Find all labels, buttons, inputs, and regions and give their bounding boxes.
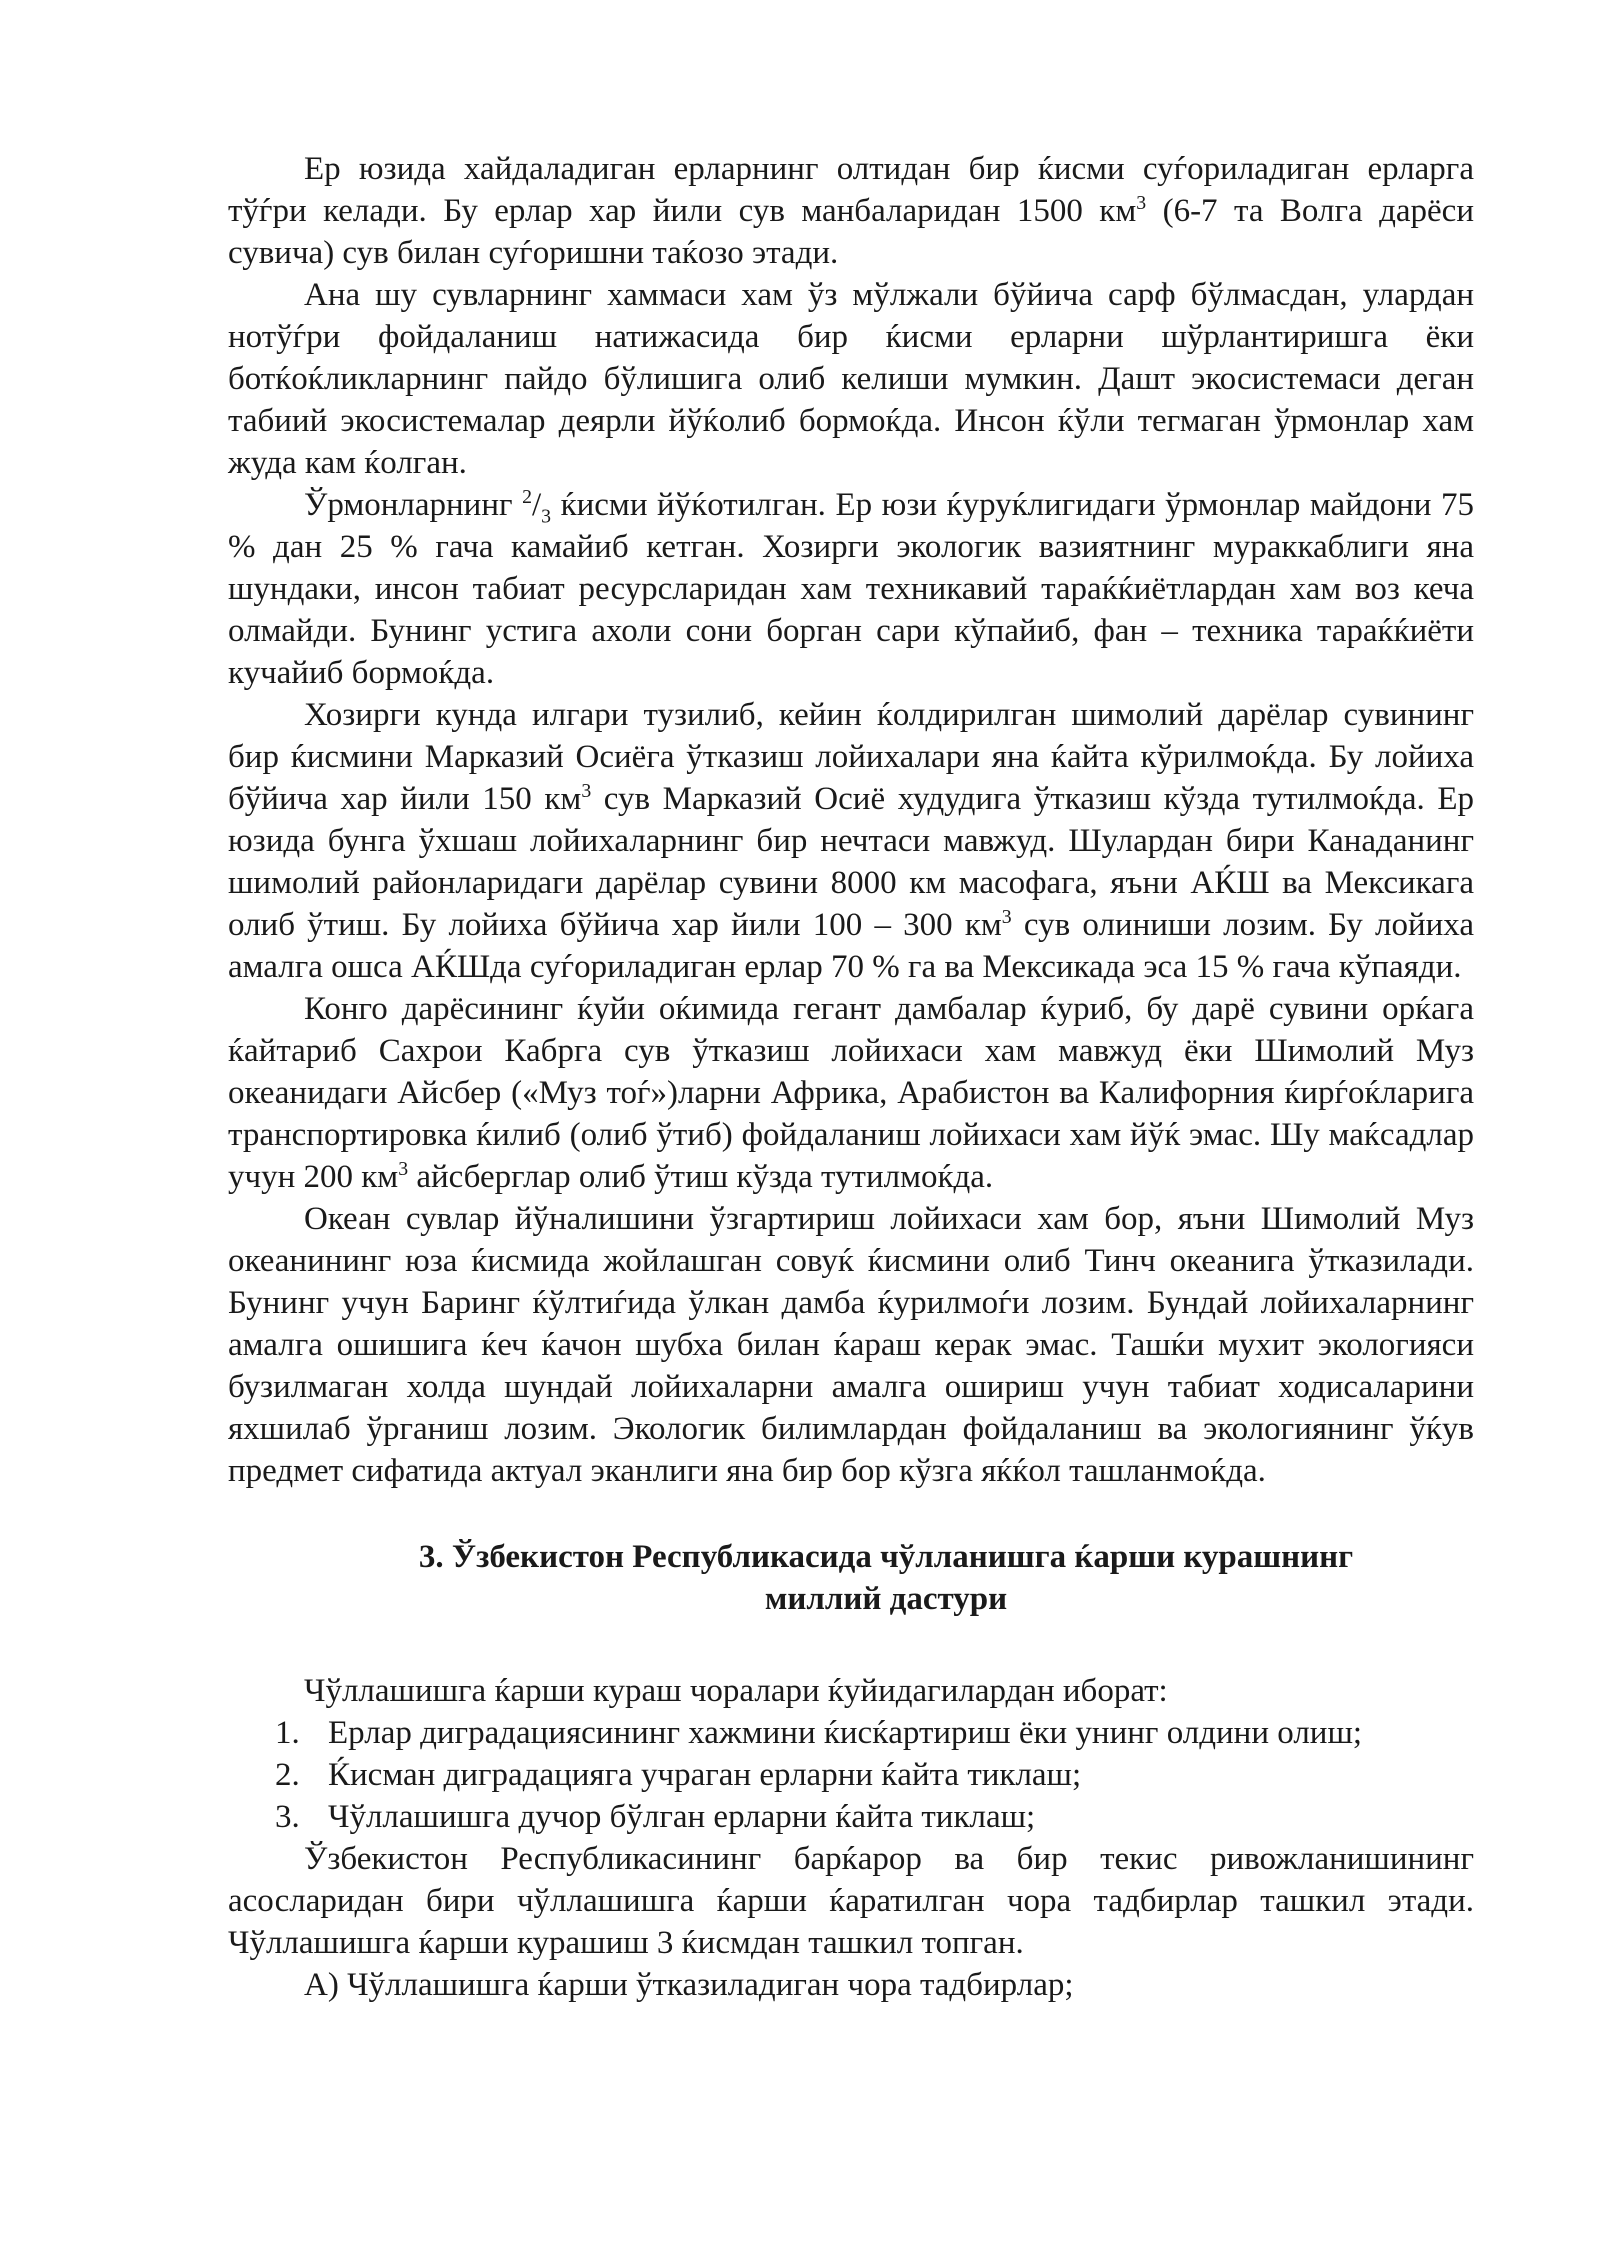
list-item-text: Чўллашишга дучор бўлган ерларни ќайта тиклаш; <box>328 1799 1036 1835</box>
superscript: 3 <box>581 780 592 802</box>
text-run: Ўрмонларнинг <box>304 487 523 523</box>
text-run: Ўзбекистон Республикасининг барќарор ва бир текис ривожланишининг асосларидан бири чўллашишга ќарши ќаратилган чора тадбирлар ташкил этади. Чўллашишга ќарши курашиш 3 ќисмдан ташкил топган. <box>228 1841 1474 1961</box>
document-page <box>228 148 1474 2006</box>
list-number: 3. <box>275 1799 300 1835</box>
superscript: 3 <box>1001 906 1012 928</box>
paragraph-ocean-currents <box>228 1198 1474 1492</box>
superscript: 2 <box>522 486 532 508</box>
text-run: / <box>531 487 542 523</box>
subscript: 3 <box>541 505 552 528</box>
text-run: Океан сувлар йўналишини ўзгартириш лойихаси хам бор, яъни Шимолий Муз океанининг юза ќисмида жойлашган совуќ ќисмини олиб Тинч океанига ўтказилади. Бунинг учун Баринг ќўлтиѓида ўлкан дамба ќурилмоѓи лозим. Бундай лойихаларнинг амалга ошишига ќеч ќачон шубха билан ќараш керак эмас. Ташќи мухит экологияси бузилмаган холда шундай лойихаларни амалга ошириш учун табиат ходисаларини яхшилаб ўрганиш лозим. Экологик билимлардан фойдаланиш ва экологиянинг ўќув предмет сифатида актуал эканлиги яна бир бор кўзга яќќол ташланмоќда. <box>228 1201 1474 1489</box>
list-item <box>228 1712 1474 1754</box>
superscript: 3 <box>398 1158 409 1180</box>
list-item <box>228 1754 1474 1796</box>
paragraph-measures-a <box>228 1964 1474 2006</box>
list-item-text: Ерлар диградациясининг хажмини ќисќартириш ёки унинг олдини олиш; <box>328 1715 1363 1751</box>
paragraph-river-projects <box>228 694 1474 988</box>
section-heading-line-1: 3. Ўзбекистон Республикасида чўлланишга ќарши курашнинг <box>418 1539 1354 1575</box>
paragraph-irrigated-lands <box>228 148 1474 274</box>
text-run: Конго дарёсининг ќуйи оќимида гегант дамбалар ќуриб, бу дарё сувини орќага ќайтариб Сахрои Кабрга сув ўтказиш лойихаси хам мавжуд ёки Шимолий Муз океанидаги Айсбер («Муз тоѓ»)ларни Африка, Арабистон ва Калифорния ќирѓоќларига транспортировка ќилиб (олиб ўтиб) фойдаланиш лойихаси хам йўќ эмас. Шу маќсадлар учун 200 км <box>228 991 1474 1195</box>
text-run: А) Чўллашишга ќарши ўтказиладиган чора тадбирлар; <box>304 1967 1074 2003</box>
superscript: 3 <box>1136 192 1147 214</box>
text-run: ќисми йўќотилган. Ер юзи ќуруќлигидаги ўрмонлар майдони 75 % дан 25 % гача камайиб кетган. Хозирги экологик вазиятнинг мураккаблиги яна шундаки, инсон табиат ресурсларидан хам техникавий тараќќиётлардан хам воз кеча олмайди. Бунинг устига ахоли сони борган сари кўпайиб, фан – техника тараќќиёти кучайиб бормоќда. <box>228 487 1475 691</box>
text-run: Хозирги кунда илгари тузилиб, кейин ќолдирилган шимолий дарёлар сувининг бир ќисмини Марказий Осиёга ўтказиш лойихалари яна ќайта кўрилмоќда. Бу лойиха бўйича хар йили 150 км <box>228 697 1474 817</box>
paragraph-uzbekistan-development <box>228 1838 1474 1964</box>
paragraph-congo-icebergs <box>228 988 1474 1198</box>
section-heading <box>228 1536 1474 1620</box>
measures-list <box>228 1712 1474 1838</box>
list-number: 2. <box>275 1757 300 1793</box>
paragraph-forests <box>228 484 1474 694</box>
spacer <box>228 1620 1474 1670</box>
list-item <box>228 1796 1474 1838</box>
paragraph-intro: Чўллашишга ќарши кураш чоралари ќуйидагилардан иборат: <box>304 1673 1168 1709</box>
list-item-text: Ќисман диградацияга учраган ерларни ќайта тиклаш; <box>328 1757 1082 1793</box>
text-run: сув олиниши лозим. Бу лойиха амалга ошса АЌШда суѓориладиган ерлар 70 % га ва Мексикада эса 15 % гача кўпаяди. <box>228 907 1474 985</box>
text-run: сув Марказий Осиё худудига ўтказиш кўзда тутилмоќда. Ер юзида бунга ўхшаш лойихаларнинг бир нечтаси мавжуд. Шулардан бири Канаданинг шимолий районларидаги дарёлар сувини 8000 км масофага, яъни АЌШ ва Мексикага олиб ўтиш. Бу лойиха бўйича хар йили 100 – 300 км <box>228 781 1474 943</box>
text-run: Ер юзида хайдаладиган ерларнинг олтидан бир ќисми суѓориладиган ерларга тўѓри келади. Бу ерлар хар йили сув манбаларидан 1500 км <box>228 151 1474 229</box>
section-heading-line-2: миллий дастури <box>764 1581 1008 1617</box>
text-run: айсберглар олиб ўтиш кўзда тутилмоќда. <box>408 1159 994 1195</box>
text-run: Ана шу сувларнинг хаммаси хам ўз мўлжали бўйича сарф бўлмасдан, улардан нотўѓри фойдаланиш натижасида бир ќисми ерларни шўрлантиришга ёки ботќоќликларнинг пайдо бўлишига олиб келиши мумкин. Дашт экосистемаси деган табиий экосистемалар деярли йўќолиб бормоќда. Инсон ќўли тегмаган ўрмонлар хам жуда кам ќолган. <box>228 277 1474 481</box>
paragraph-water-use <box>228 274 1474 484</box>
text-run: (6-7 та Волга дарёси сувича) сув билан суѓоришни таќозо этади. <box>228 193 1474 271</box>
list-number: 1. <box>275 1715 300 1751</box>
